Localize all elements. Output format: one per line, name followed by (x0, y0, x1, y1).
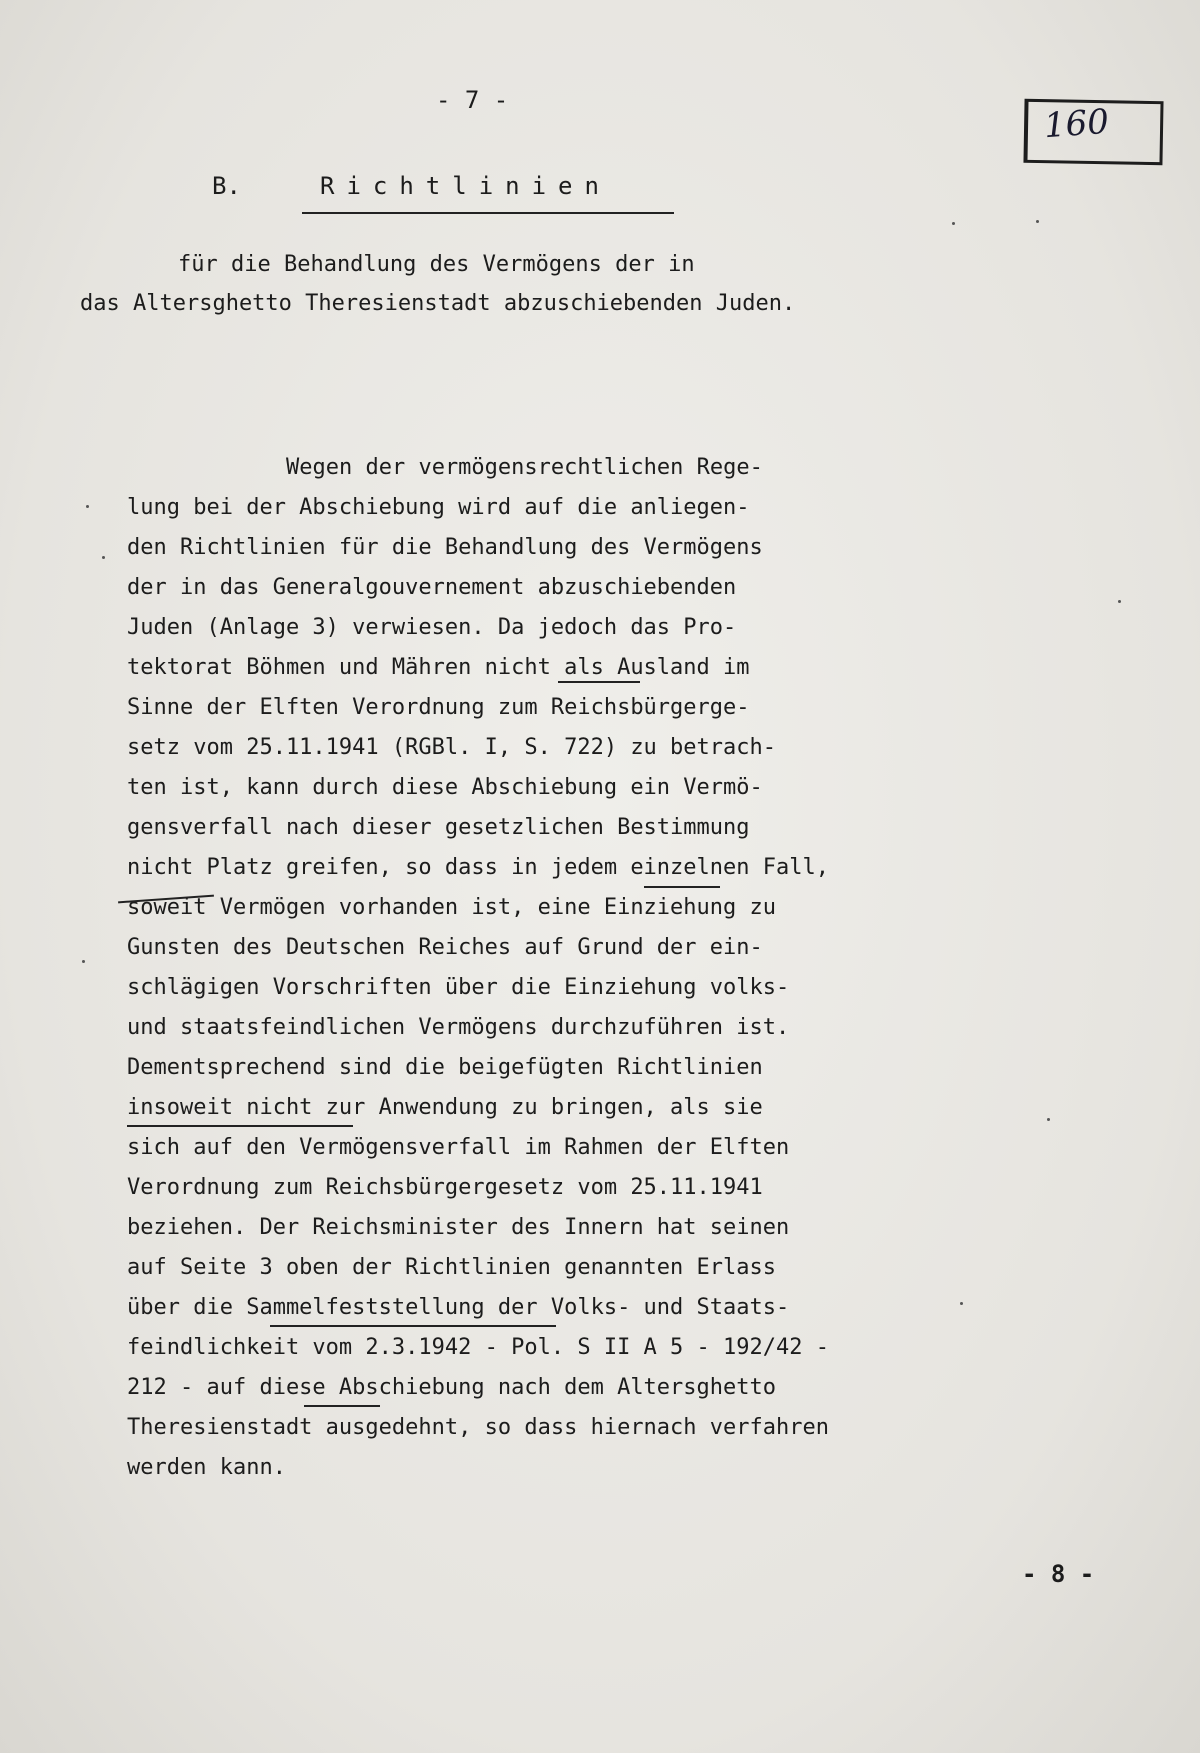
body-line-6: tektorat Böhmen und Mähren nicht als Ausland im (127, 655, 750, 680)
body-line-25: Theresienstadt ausgedehnt, so dass hiernach verfahren (127, 1415, 829, 1440)
subheading-line-1: für die Behandlung des Vermögens der in (178, 252, 695, 277)
body-line-16: Dementsprechend sind die beigefügten Richtlinien (127, 1055, 763, 1080)
body-line-1: Wegen der vermögensrechtlichen Rege- (286, 455, 763, 480)
page-number-bottom: - 8 - (1022, 1560, 1095, 1588)
body-line-24: 212 - auf diese Abschiebung nach dem Altersghetto (127, 1375, 777, 1400)
page-number-top: - 7 - (436, 86, 509, 114)
body-line-26: werden kann. (127, 1455, 286, 1480)
underline-mark-nicht (558, 681, 640, 683)
body-line-15: und staatsfeindlichen Vermögens durchzuführen ist. (127, 1015, 790, 1040)
scan-speck (960, 1302, 963, 1305)
scan-speck (1047, 1118, 1050, 1121)
archive-stamp-number: 160 (1042, 101, 1111, 147)
body-line-22: über die Sammelfeststellung der Volks- und Staats- (127, 1295, 790, 1320)
scan-speck (86, 505, 89, 508)
body-line-3: den Richtlinien für die Behandlung des Vermögens (127, 535, 763, 560)
underline-mark-jedem (644, 886, 720, 888)
body-line-23: feindlichkeit vom 2.3.1942 - Pol. S II A 5 - 192/42 - (127, 1335, 829, 1360)
body-line-17: insoweit nicht zur Anwendung zu bringen, als sie (127, 1095, 763, 1120)
body-line-5: Juden (Anlage 3) verwiesen. Da jedoch das Pro- (127, 615, 737, 640)
body-line-9: ten ist, kann durch diese Abschiebung ein Vermö- (127, 775, 763, 800)
body-line-18: sich auf den Vermögensverfall im Rahmen der Elften (127, 1135, 790, 1160)
body-line-14: schlägigen Vorschriften über die Einziehung volks- (127, 975, 790, 1000)
body-line-21: auf Seite 3 oben der Richtlinien genannten Erlass (127, 1255, 777, 1280)
body-line-8: setz vom 25.11.1941 (RGBl. I, S. 722) zu betrach- (127, 735, 777, 760)
underline-mark-sammelfeststellung (270, 1325, 556, 1327)
body-line-20: beziehen. Der Reichsminister des Innern hat seinen (127, 1215, 790, 1240)
body-line-12: soweit Vermögen vorhanden ist, eine Einziehung zu (127, 895, 777, 920)
scan-speck (1118, 600, 1121, 603)
scan-speck (952, 222, 955, 225)
heading-underline (302, 212, 674, 214)
body-line-7: Sinne der Elften Verordnung zum Reichsbürgerge- (127, 695, 750, 720)
body-line-11: nicht Platz greifen, so dass in jedem einzelnen Fall, (127, 855, 829, 880)
scan-speck (1036, 220, 1039, 223)
section-letter: B. (212, 172, 241, 200)
body-line-4: der in das Generalgouvernement abzuschiebenden (127, 575, 737, 600)
underline-mark-diese (304, 1405, 380, 1407)
body-line-19: Verordnung zum Reichsbürgergesetz vom 25.11.1941 (127, 1175, 763, 1200)
body-line-2: lung bei der Abschiebung wird auf die anliegen- (127, 495, 750, 520)
body-line-10: gensverfall nach dieser gesetzlichen Bestimmung (127, 815, 750, 840)
scan-speck (82, 960, 85, 963)
subheading-line-2: das Altersghetto Theresienstadt abzuschiebenden Juden. (80, 291, 796, 316)
body-line-13: Gunsten des Deutschen Reiches auf Grund der ein- (127, 935, 763, 960)
underline-mark-insoweit-nicht (127, 1125, 353, 1127)
section-heading: Richtlinien (320, 172, 611, 200)
scan-speck (102, 556, 105, 559)
